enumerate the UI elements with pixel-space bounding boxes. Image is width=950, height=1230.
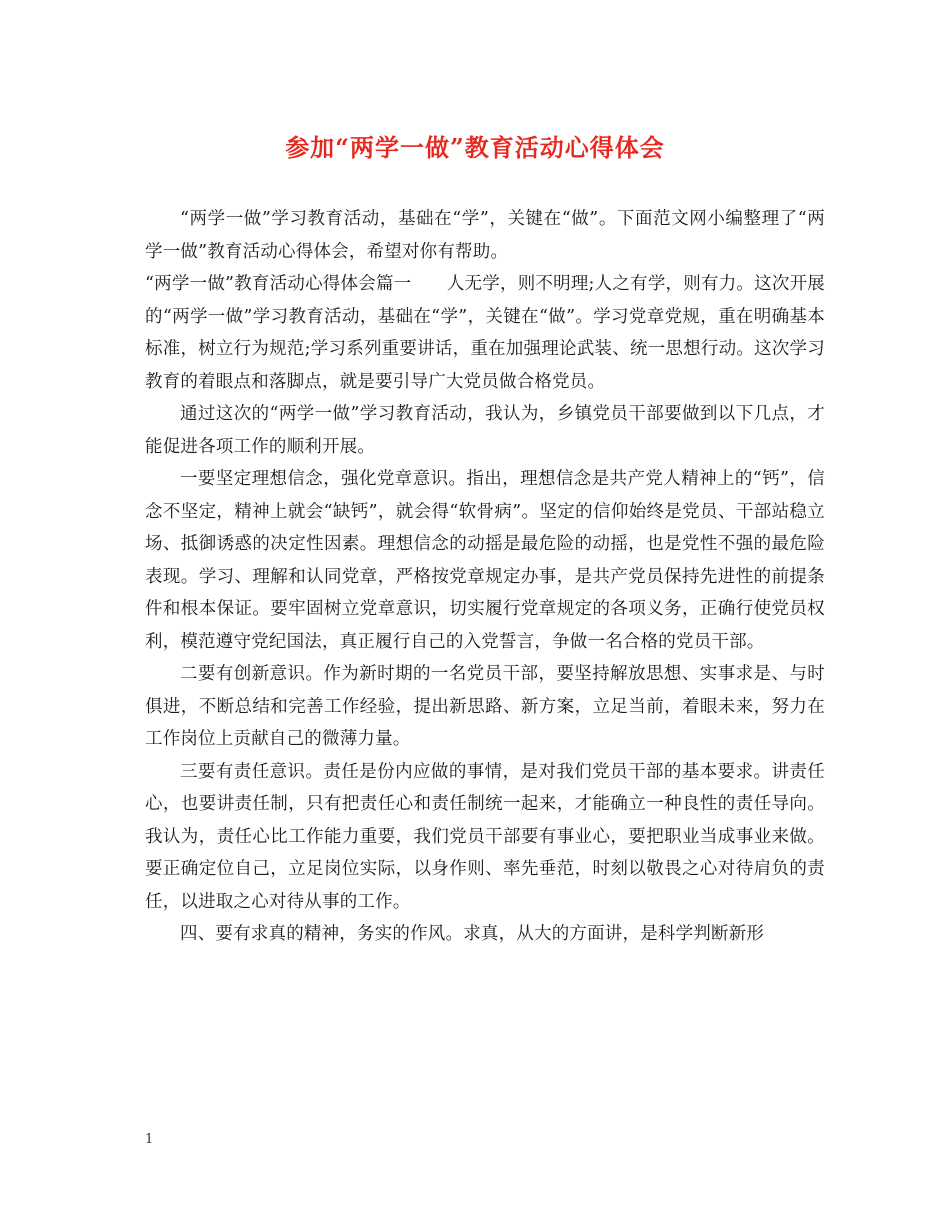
paragraph-intro: “两学一做”学习教育活动，基础在“学”，关键在“做”。下面范文网小编整理了“两学一做”教育活动心得体会，希望对你有帮助。 <box>145 209 825 262</box>
page-number: 1 <box>145 1132 154 1147</box>
paragraph-point-three: 三要有责任意识。责任是份内应做的事情，是对我们党员干部的基本要求。讲责任心，也要讲责任制，只有把责任心和责任制统一起来，才能确立一种良性的责任导向。我认为，责任心比工作能力重要，我们党员干部要有事业心，要把职业当成事业来做。要正确定位自己，立足岗位实际，以身作则、率先垂范，时刻以敬畏之心对待肩负的责任，以进取之心对待从事的工作。 <box>145 761 825 912</box>
paragraph-point-two: 二要有创新意识。作为新时期的一名党员干部，要坚持解放思想、实事求是、与时俱进，不断总结和完善工作经验，提出新思路、新方案，立足当前，着眼未来，努力在工作岗位上贡献自己的微薄力量。 <box>145 664 825 749</box>
paragraph-summary: 通过这次的“两学一做”学习教育活动，我认为，乡镇党员干部要做到以下几点，才能促进各项工作的顺利开展。 <box>145 404 825 457</box>
paragraph-point-four: 四、要有求真的精神，务实的作风。求真，从大的方面讲，是科学判断新形 <box>180 924 765 944</box>
paragraph-point-one: 一要坚定理想信念，强化党章意识。指出，理想信念是共产党人精神上的“钙”，信念不坚定，精神上就会“缺钙”，就会得“软骨病”。坚定的信仰始终是党员、干部站稳立场、抵御诱惑的决定性因素。理想信念的动摇是最危险的动摇，也是党性不强的最危险表现。学习、理解和认同党章，严格按党章规定办事，是共产党员保持先进性的前提条件和根本保证。要牢固树立党章意识，切实履行党章规定的各项义务，正确行使党员权利，模范遵守党纪国法，真正履行自己的入党誓言，争做一名合格的党员干部。 <box>145 469 825 652</box>
paragraph-section-one: “两学一做”教育活动心得体会篇一 人无学，则不明理;人之有学，则有力。这次开展的“两学一做”学习教育活动，基础在“学”，关键在“做”。学习党章党规，重在明确基本标准，树立行为规范;学习系列重要讲话，重在加强理论武装、统一思想行动。这次学习教育的着眼点和落脚点，就是要引导广大党员做合格党员。 <box>145 274 825 392</box>
document-body <box>145 203 825 951</box>
document-title: 参加“两学一做”教育活动心得体会 <box>285 133 665 162</box>
